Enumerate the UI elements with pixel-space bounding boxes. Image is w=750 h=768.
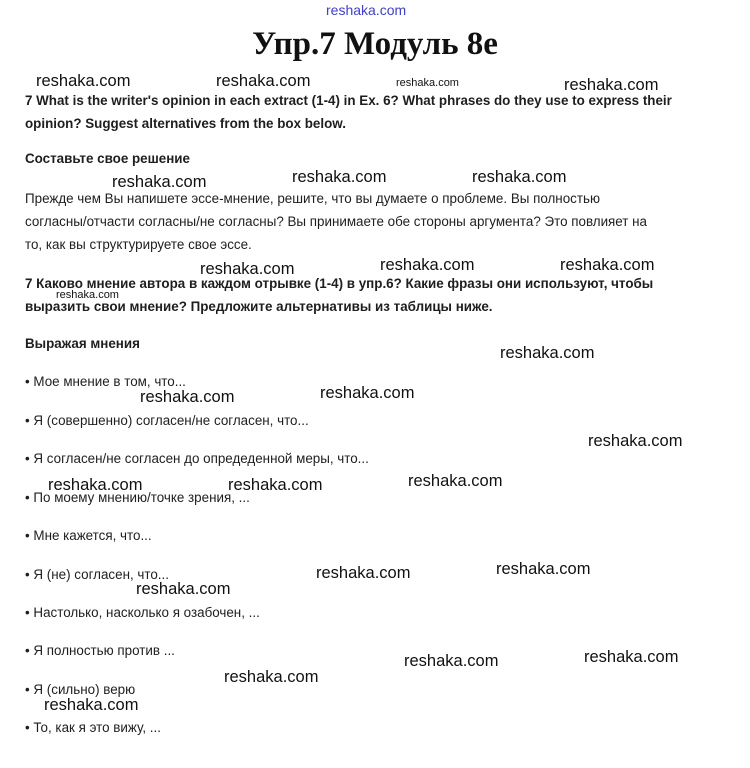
phrase-item: • Настолько, насколько я озабочен, ... xyxy=(25,605,260,620)
solution-text-line-1: Прежде чем Вы напишете эссе-мнение, решите, что вы думаете о проблеме. Вы полностью xyxy=(25,191,600,206)
watermark-text: reshaka.com xyxy=(48,476,143,494)
watermark-text: reshaka.com xyxy=(496,560,591,578)
watermark-text: reshaka.com xyxy=(316,564,411,582)
watermark-text: reshaka.com xyxy=(320,384,415,402)
phrases-heading: Выражая мнения xyxy=(25,336,140,351)
watermark-text: reshaka.com xyxy=(56,289,119,301)
watermark-text: reshaka.com xyxy=(224,668,319,686)
watermark-text: reshaka.com xyxy=(588,432,683,450)
page-title: Упр.7 Модуль 8е xyxy=(252,26,498,62)
watermark-text: reshaka.com xyxy=(380,256,475,274)
solution-text-line-2: согласны/отчасти согласны/не согласны? Вы принимаете обе стороны аргумента? Это повлияет на xyxy=(25,214,648,229)
watermark-text: reshaka.com xyxy=(564,76,659,94)
solution-heading: Составьте свое решение xyxy=(25,151,190,166)
watermark-text: reshaka.com xyxy=(44,696,139,714)
task-ru-line-2: выразить свои мнение? Предложите альтернативы из таблицы ниже. xyxy=(25,299,493,314)
watermark-text: reshaka.com xyxy=(228,476,323,494)
phrase-item: • Я полностью против ... xyxy=(25,643,175,658)
watermark-text: reshaka.com xyxy=(36,72,131,90)
watermark-text: reshaka.com xyxy=(396,77,459,89)
watermark-text: reshaka.com xyxy=(200,260,295,278)
solution-text-line-3: то, как вы структурируете свое эссе. xyxy=(25,237,252,252)
watermark-text: reshaka.com xyxy=(404,652,499,670)
task-ru-line-1: 7 Каково мнение автора в каждом отрывке (1-4) в упр.6? Какие фразы они используют, чтобы xyxy=(25,276,654,291)
phrase-item: • По моему мнению/точке зрения, ... xyxy=(25,490,250,505)
watermark-text: reshaka.com xyxy=(140,388,235,406)
watermark-text: reshaka.com xyxy=(472,168,567,186)
phrase-item: • Я (сильно) верю xyxy=(25,682,136,697)
task-en-line-1: 7 What is the writer's opinion in each extract (1-4) in Ex. 6? What phrases do they use to express their xyxy=(25,93,672,108)
watermark-text: reshaka.com xyxy=(500,344,595,362)
watermark-text: reshaka.com xyxy=(560,256,655,274)
phrase-item: • Я согласен/не согласен до опредеденной меры, что... xyxy=(25,451,369,466)
task-en-line-2: opinion? Suggest alternatives from the box below. xyxy=(25,116,346,131)
watermark-text: reshaka.com xyxy=(216,72,311,90)
phrase-item: • Мне кажется, что... xyxy=(25,528,152,543)
watermark-text: reshaka.com xyxy=(292,168,387,186)
phrase-item: • Я (совершенно) согласен/не согласен, что... xyxy=(25,413,309,428)
phrase-item: • Я (не) согласен, что... xyxy=(25,567,169,582)
watermark-text: reshaka.com xyxy=(136,580,231,598)
watermark-text: reshaka.com xyxy=(408,472,503,490)
phrase-item: • То, как я это вижу, ... xyxy=(25,720,161,735)
site-header-link[interactable]: reshaka.com xyxy=(326,2,407,18)
watermark-text: reshaka.com xyxy=(112,173,207,191)
phrase-item: • Мое мнение в том, что... xyxy=(25,374,186,389)
watermark-text: reshaka.com xyxy=(584,648,679,666)
